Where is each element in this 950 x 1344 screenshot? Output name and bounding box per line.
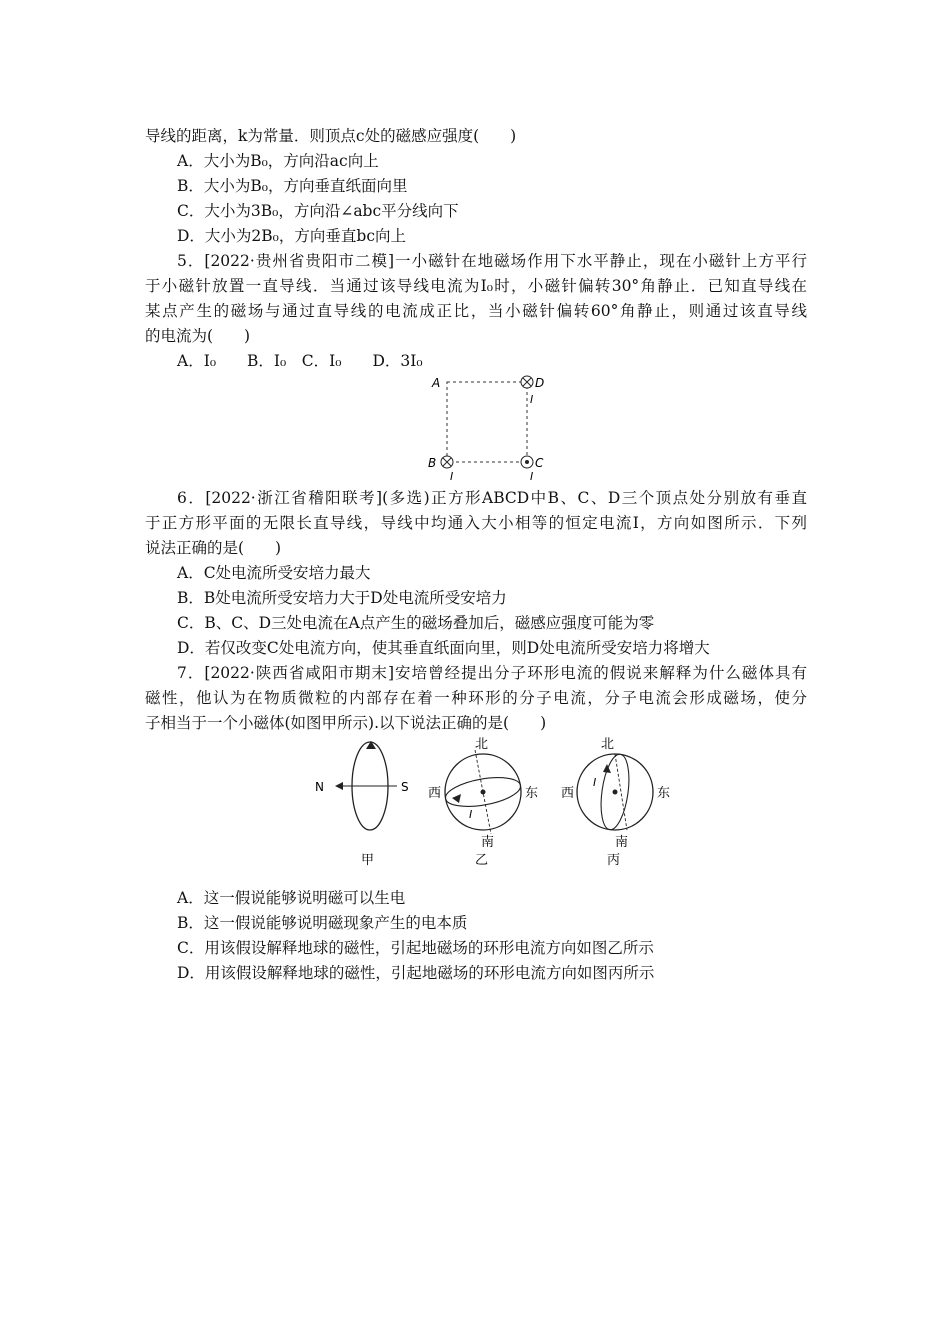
label-n: N: [315, 780, 324, 794]
current-label-bing: I: [593, 776, 597, 789]
q6-option-c: C．B、C、D三处电流在A点产生的磁场叠加后，磁感应强度可能为零: [177, 614, 655, 632]
q5-options: A．I₀ B．I₀ C．I₀ D．3I₀: [177, 352, 423, 370]
earth-current-figure: [145, 736, 807, 886]
current-label-d: I: [530, 393, 534, 406]
q7-option-a: A．这一假说能够说明磁可以生电: [177, 889, 406, 907]
q5-line-3: 某点产生的磁场与通过直导线的电流成正比，当小磁针偏转60°角静止，则通过该直导线: [145, 302, 807, 320]
q4-option-d: D．大小为2B₀，方向垂直bc向上: [177, 227, 406, 245]
current-label-b: I: [450, 470, 454, 483]
ring-arrow-icon: [603, 764, 611, 773]
q7-option-c: C．用该假设解释地球的磁性，引起地磁场的环形电流方向如图乙所示: [177, 939, 654, 957]
q6-line-3: 说法正确的是( ): [145, 539, 282, 557]
page-content: [145, 124, 807, 986]
label-d: D: [535, 376, 545, 390]
label-s: S: [401, 780, 409, 794]
caption-jia: 甲: [361, 853, 375, 868]
q4-line: 导线的距离，k为常量．则顶点c处的磁感应强度( ): [145, 127, 517, 145]
wire-b-into-page-icon: [441, 456, 453, 468]
q4-option-c: C．大小为3B₀，方向沿∠abc平分线向下: [177, 202, 459, 220]
axis-arrow-icon: [335, 782, 343, 790]
q7-line-1: 7．[2022·陕西省咸阳市期末]安培曾经提出分子环形电流的假说来解释为什么磁体具有: [177, 664, 807, 682]
q5-line-4: 的电流为( ): [145, 327, 251, 345]
q6-option-d: D．若仅改变C处电流方向，使其垂直纸面向里，则D处电流所受安培力将增大: [177, 639, 710, 657]
q4-option-b: B．大小为B₀，方向垂直纸面向里: [177, 177, 408, 195]
label-south-yi: 南: [481, 835, 495, 850]
label-west-bing: 西: [561, 786, 575, 801]
q7-option-d: D．用该假设解释地球的磁性，引起地磁场的环形电流方向如图丙所示: [177, 964, 655, 982]
current-label-yi: I: [469, 808, 473, 821]
square-figure: [145, 374, 807, 486]
label-b: B: [428, 456, 437, 470]
q6-line-1: 6．[2022·浙江省稽阳联考](多选)正方形ABCD中B、C、D三个顶点处分别放有垂直: [177, 489, 807, 507]
q7-line-2: 磁性，他认为在物质微粒的内部存在着一种环形的分子电流，分子电流会形成磁场，使分: [145, 689, 807, 707]
label-west-yi: 西: [428, 786, 442, 801]
earth-center: [481, 790, 486, 795]
q5-line-2: 于小磁针放置一直导线．当通过该导线电流为I₀时，小磁针偏转30°角静止．已知直导线在: [145, 277, 807, 295]
square-outline: [447, 382, 527, 462]
q4-option-a: A．大小为B₀，方向沿ac向上: [177, 152, 379, 170]
q5-line-1: 5．[2022·贵州省贵阳市二模]一小磁针在地磁场作用下水平静止，现在小磁针上方平行: [177, 252, 807, 270]
label-a: A: [432, 376, 441, 390]
q6-option-b: B．B处电流所受安培力大于D处电流所受安培力: [177, 589, 507, 607]
figure-bing: [561, 737, 670, 868]
caption-yi: 乙: [475, 853, 489, 868]
label-north-yi: 北: [475, 737, 489, 752]
figure-jia: [315, 741, 409, 868]
label-c: C: [535, 456, 544, 470]
current-label-c: I: [530, 470, 534, 483]
q6-line-2: 于正方形平面的无限长直导线，导线中均通入大小相等的恒定电流I，方向如图所示．下列: [145, 514, 807, 532]
wire-d-into-page-icon: [521, 376, 533, 388]
label-south-bing: 南: [615, 835, 629, 850]
q7-line-3: 子相当于一个小磁体(如图甲所示).以下说法正确的是( ): [145, 714, 547, 732]
wire-c-out-of-page-icon: [521, 456, 533, 468]
q6-option-a: A．C处电流所受安培力最大: [177, 564, 371, 582]
earth-center: [613, 790, 618, 795]
caption-bing: 丙: [607, 853, 621, 868]
figure-yi: [428, 737, 538, 868]
label-east-bing: 东: [657, 786, 671, 801]
ring-arrow-icon: [452, 794, 461, 803]
label-east-yi: 东: [525, 786, 539, 801]
label-north-bing: 北: [601, 737, 615, 752]
q7-option-b: B．这一假说能够说明磁现象产生的电本质: [177, 914, 468, 932]
